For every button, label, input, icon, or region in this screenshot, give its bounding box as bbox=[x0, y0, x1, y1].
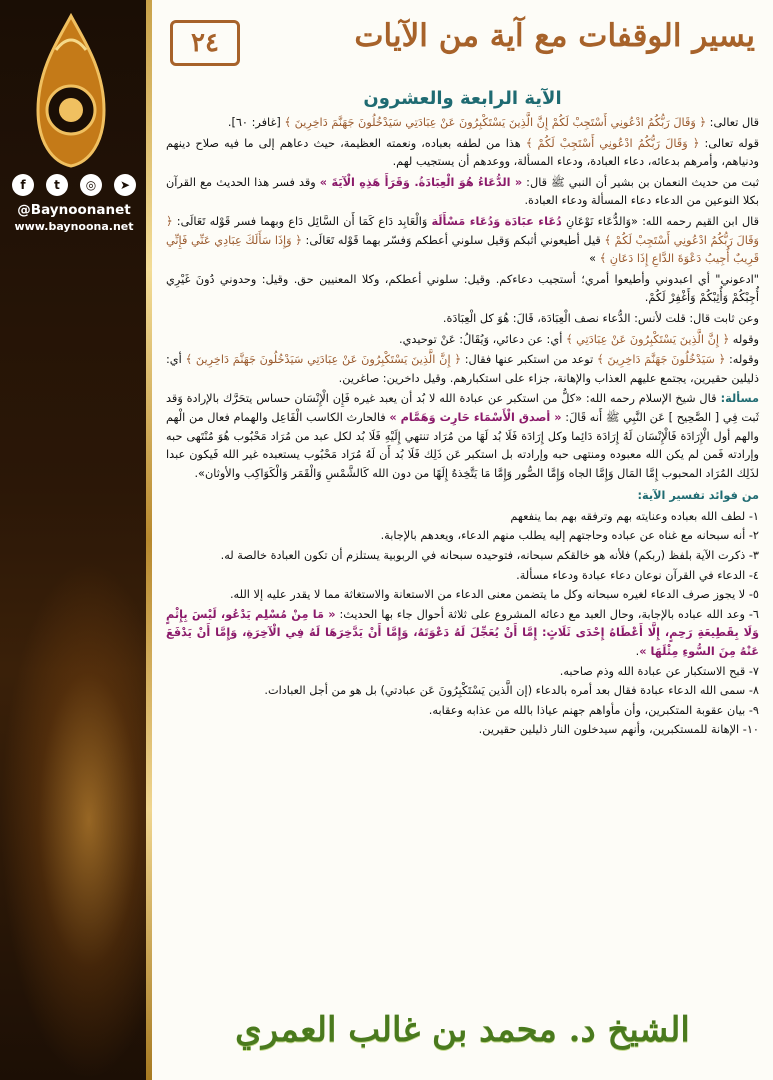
facebook-icon[interactable]: f bbox=[12, 174, 34, 196]
body-text: "ادعوني" أي اعبدوني وأطيعوا أمري؛ أستجيب دعاءكم. وقيل: سلوني أعطكم، وكلا المعنيين حق. وقيل: وحدوني دُونَ غَيْرِي أُجِبْكُمْ وَأُثِبْكُمْ وَأَغْفِرْ لَكُمْ. bbox=[166, 272, 759, 305]
telegram-icon[interactable]: ➤ bbox=[114, 174, 136, 196]
body-text: . bbox=[635, 645, 640, 659]
main-content bbox=[152, 0, 773, 1080]
body-text: هذا من لطفه بعباده، ونعمته العظيمة، حيث دعاهم إلى ما فيه صلاح دينهم ودنياهم، وأمرهم بدعائه، دعاء العبادة، ودعاء المسألة، ووعدهم أن يستجيب لهم. bbox=[166, 136, 759, 169]
paragraph-p9 bbox=[166, 390, 759, 483]
quote-text: دُعَاء عبَادَة وَدُعَاء مَسْأَلَة bbox=[431, 214, 562, 228]
social-handle[interactable]: @Baynoonanet bbox=[17, 202, 131, 218]
quote-text: مسألة: bbox=[716, 392, 760, 406]
benefit-item bbox=[166, 586, 759, 605]
body-text: أي: عن دعائي، وَيُقَالُ: عَنْ توحيدي. bbox=[399, 332, 566, 346]
social-icons bbox=[12, 174, 136, 196]
paragraphs bbox=[166, 114, 759, 483]
body-text: ٢- أنه سبحانه مع غناه عن عباده وحاجتهم إليه يطلب منهم الدعاء، ويعدهم بالإجابة. bbox=[380, 529, 759, 543]
benefit-item bbox=[166, 567, 759, 586]
body-text: توعد من استكبر عنها فقال: bbox=[460, 353, 598, 367]
benefit-item bbox=[166, 682, 759, 701]
benefit-item bbox=[166, 547, 759, 566]
paragraph-p7 bbox=[166, 331, 759, 350]
body-text: ١٠- الإهانة للمستكبرين، وأنهم سيدخلون النار ذليلين حقيرين. bbox=[478, 723, 759, 737]
sidebar bbox=[0, 0, 148, 1080]
body-text: ٣- ذكرت الآية بلفظ (ربكم) فلأنه هو خالقكم سبحانه، فتوحيده سبحانه في الربوبية يستلزم أن تكون العبادة خالصة له. bbox=[220, 549, 759, 563]
quote-text: ﴿ إِنَّ الَّذِينَ يَسْتَكْبِرُونَ عَنْ عِبَادَتِي ﴾ bbox=[565, 332, 730, 346]
paragraph-p4 bbox=[166, 213, 759, 269]
twitter-icon[interactable]: t bbox=[46, 174, 68, 196]
baynoona-logo-icon bbox=[26, 10, 116, 170]
lesson-number: ٢٤ bbox=[170, 20, 240, 66]
body-text: فالحارث الكاسب الْفَاعِل والهمام فعال من الْهم والهم أول الْإِرَادَة فَالْإِنْسَان لَهُ إِرَادَة دَائِما وكل إِرَادَة فَلَا بُد لَهَا من مُرَاد تنتهي إِلَيْهِ فَلَا بُد لكل عبد من مُرَاد مَحْبُوب هُوَ مُنْتَهى حبه وإرادته فَمن لم يكن الله معبوده ومنتهى حبه وإرادته بل استكبر عَن ذَلِك فَلَا بُد أَن لَهُ مُرَاد مَحْبُوب يستعبده غير الله فَيكون عبدا لذَلِك المُرَاد المحبوب إِمَّا المَال وَإِمَّا الجاه وَإِمَّا الصُّور وَإِمَّا مَا يَتَّخِذهُ إِلَهًا من دون الله كَالشَّمْسِ وَالْقَمَر وَالْكَوَاكِب والأوثان». bbox=[166, 410, 759, 480]
body-text: وقوله: bbox=[725, 353, 759, 367]
benefit-item bbox=[166, 663, 759, 682]
body-text: ٨- سمى الله الدعاء عبادة فقال بعد أمره بالدعاء (إن الَّذين يَسْتَكْبِرُونَ عَن عبادتي) بل هو من أجل العبادات. bbox=[264, 684, 759, 698]
paragraph-p1 bbox=[166, 114, 759, 133]
benefit-item bbox=[166, 606, 759, 662]
benefits-list bbox=[166, 508, 759, 740]
article-body bbox=[166, 114, 759, 741]
header bbox=[152, 8, 773, 76]
body-text: وقوله bbox=[729, 332, 759, 346]
benefit-item bbox=[166, 702, 759, 721]
quote-text: ﴿ وَقَالَ رَبُّكُمُ ادْعُونِي أَسْتَجِبْ لَكُمْ إِنَّ الَّذِينَ يَسْتَكْبِرُونَ عَنْ عِبَادَتِي سَيَدْخُلُونَ جَهَنَّمَ دَاخِرِينَ ﴾ bbox=[284, 116, 707, 129]
body-text: [غافر: ٦٠]. bbox=[227, 116, 285, 129]
body-text: قال تعالى: bbox=[706, 116, 759, 129]
quote-text: ﴿ إِنَّ الَّذِينَ يَسْتَكْبِرُونَ عَنْ عِبَادَتِي سَيَدْخُلُونَ جَهَنَّمَ دَاخِرِينَ ﴾ bbox=[185, 353, 461, 367]
quote-text: ﴿ وَقَالَ رَبُّكُمُ ادْعُونِي أَسْتَجِبْ لَكُمْ ﴾ bbox=[166, 214, 760, 247]
author-signature: الشيخ د. محمد بن غالب العمري bbox=[235, 1010, 690, 1050]
body-text: ثبت من حديث النعمان بن بشير أن النبي ﷺ قال: bbox=[522, 175, 759, 189]
decorative-glow bbox=[0, 560, 148, 1080]
paragraph-p3 bbox=[166, 174, 759, 211]
quote-text: ﴿ سَيَدْخُلُونَ جَهَنَّمَ دَاخِرِينَ ﴾ bbox=[597, 353, 726, 367]
quote-text: « الدُّعَاءُ هُوَ الْعِبَادَةُ. وَقَرَأَ هَذِهِ الْآيَةَ » bbox=[319, 175, 523, 189]
paragraph-p8 bbox=[166, 351, 759, 388]
instagram-icon[interactable]: ◎ bbox=[80, 174, 102, 196]
body-text: وعن ثابت قال: قلت لأنس: الدُّعاء نصف الْعِبَادَة، قَالَ: هُوَ كل الْعِبَادَة. bbox=[442, 311, 759, 325]
paragraph-p5 bbox=[166, 271, 759, 308]
body-text: وقد فسر هذا الحديث مع القرآن بكلا النوعين من الدعاء دعاء المسألة ودعاء العبادة. bbox=[166, 175, 759, 208]
benefit-item bbox=[166, 527, 759, 546]
body-text: ٤- الدعاء في القرآن نوعان دعاء عبادة ودعاء مسألة. bbox=[516, 568, 759, 582]
body-text: ٧- قبح الاستكبار عن عبادة الله وذم صاحبه. bbox=[559, 664, 759, 678]
page-title: يسير الوقفات مع آية من الآيات bbox=[354, 18, 755, 54]
body-text: قال ابن القيم رحمه الله: «وَالدُّعَاء نَوْعَانِ bbox=[561, 214, 759, 228]
benefits-heading: من فوائد تفسير الآية: bbox=[637, 489, 759, 503]
body-text: قال شيخ الإسلام رحمه الله: «كلُّ من استكبر عن عبادة الله لا بُد أن يعبد غيره فَإِن الْإِنْسَان حساس يتحَرَّك بالإرادة وَقد ثَبت فِي [ الصَّحِيح ] عَن النَّبِي ﷺ أَنه قَالَ: bbox=[166, 392, 759, 424]
quote-text: ﴿ وَقَالَ رَبُّكُمُ ادْعُونِي أَسْتَجِبْ لَكُمْ ﴾ bbox=[525, 136, 700, 150]
body-text: » bbox=[589, 252, 600, 266]
page-subtitle: الآية الرابعة والعشرون bbox=[363, 88, 562, 109]
body-text: قوله تعالى: bbox=[699, 136, 759, 150]
website-url[interactable]: www.baynoona.net bbox=[14, 220, 134, 233]
body-text: أي: ذليلين حقيرين، يجتمع عليهم العذاب والإهانة، جزاء على استكبارهم. وقيل داخرين: صاغرين. bbox=[166, 353, 759, 385]
body-text: قيل أطيعوني أثبكم وَقيل سلوني أعطكم وَفسّر بهما قَوْله تَعَالَى: bbox=[301, 233, 605, 247]
paragraph-p6 bbox=[166, 310, 759, 329]
paragraph-p2 bbox=[166, 135, 759, 172]
body-text: ٦- وعد الله عباده بالإجابة، وحال العبد مع دعائه المشروع على ثلاثة أحوال جاء بها الحديث: bbox=[335, 607, 759, 621]
body-text: ٥- لا يجوز صرف الدعاء لغيره سبحانه وكل ما يتضمن معنى الدعاء من الاستعانة والاستغاثة مما لا يقدر عليه إلا الله. bbox=[229, 588, 759, 602]
benefit-item bbox=[166, 508, 759, 527]
body-text: وَالْعَابِد دَاع كَمَا أَن السَّائِل دَاع وبهما فسر قَوْله تَعَالَى: bbox=[172, 214, 432, 228]
benefit-item bbox=[166, 721, 759, 740]
body-text: ١- لطف الله بعباده وعنايته بهم وترفقه بهم بما ينفعهم bbox=[510, 509, 759, 523]
quote-text: « أصدق الْأَسْمَاء حَارِث وَهَمَّام » bbox=[389, 410, 562, 424]
quote-text: « مَا مِنْ مُسْلِم يَدْعُو، لَيْسَ بِإِثْمٍ وَلَا بِقَطِيعَةِ رَحِمٍ، إِلَّا أَعْطَاهُ إِحْدَى ثَلَاثٍ: إِمَّا أَنْ يُعَجِّلَ لَهُ دَعْوَتَهُ، وَإِمَّا أَنْ يَدَّخِرَهَا لَهُ فِي الْآخِرَةِ، وَإِمَّا أَنْ يَدْفَعَ عَنْهُ مِنَ السُّوءِ مِثْلَهَا » bbox=[166, 607, 759, 659]
quote-text: ﴿ وَإِذَا سَأَلَكَ عِبَادِي عَنِّي فَإِنِّي قَرِيبٌ أُجِيبُ دَعْوَةَ الدَّاعِ إِذَا دَعَانِ ﴾ bbox=[166, 233, 759, 266]
body-text: ٩- بيان عقوبة المتكبرين، وأن مأواهم جهنم عياذا بالله من عذابه وعقابه. bbox=[428, 703, 759, 717]
